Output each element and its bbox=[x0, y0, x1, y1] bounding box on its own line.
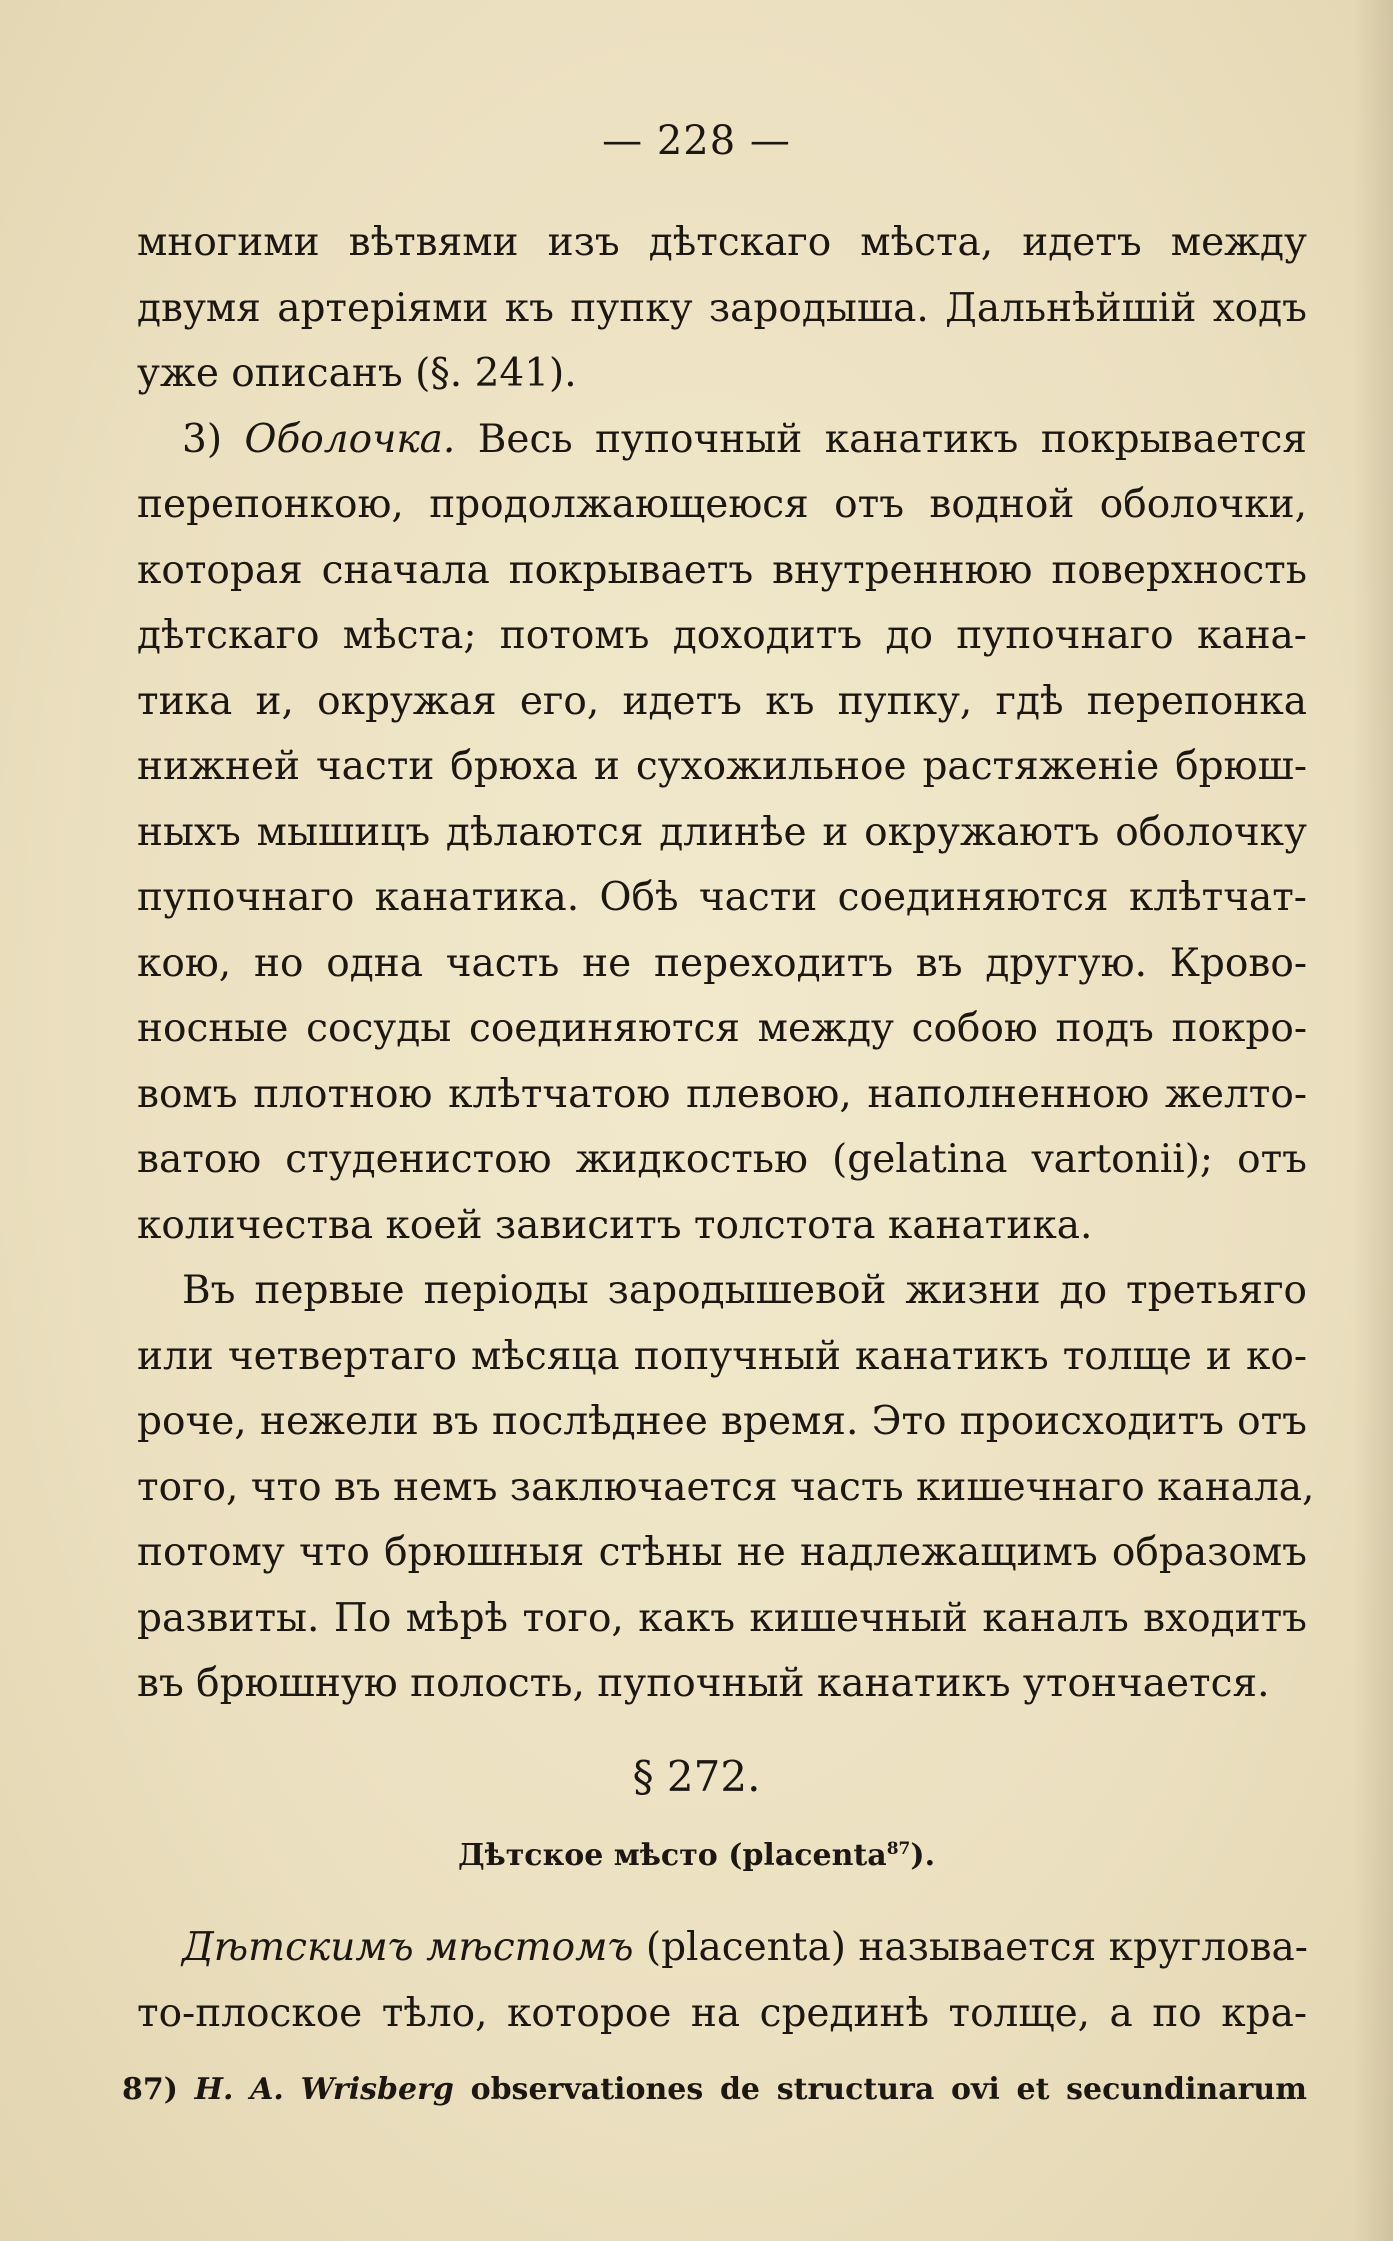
paragraph-heading: Оболочка. bbox=[244, 416, 456, 462]
defined-term: Дѣтскимъ мѣстомъ bbox=[182, 1925, 634, 1970]
main-text bbox=[137, 210, 1315, 1717]
text-line: или четвертаго мѣсяца попучный канатикъ толще и ко- bbox=[137, 1333, 1307, 1379]
footnote-ref: 87 bbox=[886, 1839, 911, 1859]
text-fragment: (placenta) называется круглова- bbox=[645, 1925, 1308, 1970]
footnote-text: observationes de structura ovi et secundinarum bbox=[470, 2072, 1307, 2107]
text-fragment: Весь пупочный канатикъ покрывается bbox=[477, 416, 1307, 462]
page-number: — 228 — bbox=[602, 118, 791, 164]
text-line: пупочнаго канатика. Обѣ части соединяются клѣтчат- bbox=[137, 875, 1307, 920]
text-line: Въ первые перiоды зародышевой жизни до третьяго bbox=[182, 1268, 1307, 1313]
text-line: роче, нежели въ послѣднее время. Это происходитъ отъ bbox=[137, 1399, 1307, 1444]
section-number: § 272. bbox=[632, 1752, 761, 1801]
main-text-continued bbox=[137, 1915, 1307, 2046]
section-title-end: ). bbox=[910, 1838, 936, 1873]
text-line: то-плоское тѣло, которое на срединѣ толще, а по кра- bbox=[137, 1990, 1307, 2036]
page-edge-shadow bbox=[1353, 0, 1393, 2241]
text-line: которая сначала покрываетъ внутреннюю поверхность bbox=[137, 547, 1307, 593]
text-line: въ брюшную полость, пупочный канатикъ утончается. bbox=[137, 1661, 1270, 1706]
section-title bbox=[0, 1838, 1393, 1873]
text-line: дѣтскаго мѣста; потомъ доходитъ до пупочнаго кана- bbox=[137, 613, 1307, 658]
text-line bbox=[137, 407, 1307, 473]
text-line: ныхъ мышицъ дѣлаются длинѣе и окружаютъ оболочку bbox=[137, 809, 1307, 855]
text-line: перепонкою, продолжающеюся отъ водной оболочки, bbox=[137, 482, 1307, 527]
text-line: кою, но одна часть не переходитъ въ другую. Крово- bbox=[137, 940, 1307, 986]
text-line: того, что въ немъ заключается часть кишечнаго канала, bbox=[137, 1464, 1315, 1510]
text-line: количества коей зависитъ толстота канатика. bbox=[137, 1202, 1093, 1248]
text-line bbox=[137, 1915, 1307, 1981]
text-line: носные сосуды соединяются между собою подъ покро- bbox=[137, 1006, 1307, 1051]
item-number: 3) bbox=[182, 416, 223, 462]
text-line: нижней части брюха и сухожильное растяженiе брюш- bbox=[137, 744, 1307, 789]
text-line: уже описанъ (§. 241). bbox=[137, 351, 577, 396]
footnote-author: H. A. Wrisberg bbox=[194, 2072, 454, 2107]
text-line: развиты. По мѣрѣ того, какъ кишечный каналъ входитъ bbox=[137, 1595, 1307, 1641]
text-line: двумя артерiями къ пупку зародыша. Дальнѣйшiй ходъ bbox=[137, 285, 1307, 331]
text-line: потому что брюшныя стѣны не надлежащимъ образомъ bbox=[137, 1530, 1307, 1575]
text-line: вомъ плотною клѣтчатою плевою, наполненною желто- bbox=[137, 1071, 1307, 1117]
text-line: тика и, окружая его, идетъ къ пупку, гдѣ перепонка bbox=[137, 678, 1307, 724]
text-line: ватою студенистою жидкостью (gelatina vartonii); отъ bbox=[137, 1137, 1307, 1182]
section-title-text: Дѣтское мѣсто (placenta bbox=[457, 1838, 887, 1873]
text-line: многими вѣтвями изъ дѣтскаго мѣста, идетъ между bbox=[137, 220, 1307, 265]
footnote-number: 87) bbox=[122, 2072, 178, 2107]
footnote bbox=[122, 2060, 1307, 2120]
